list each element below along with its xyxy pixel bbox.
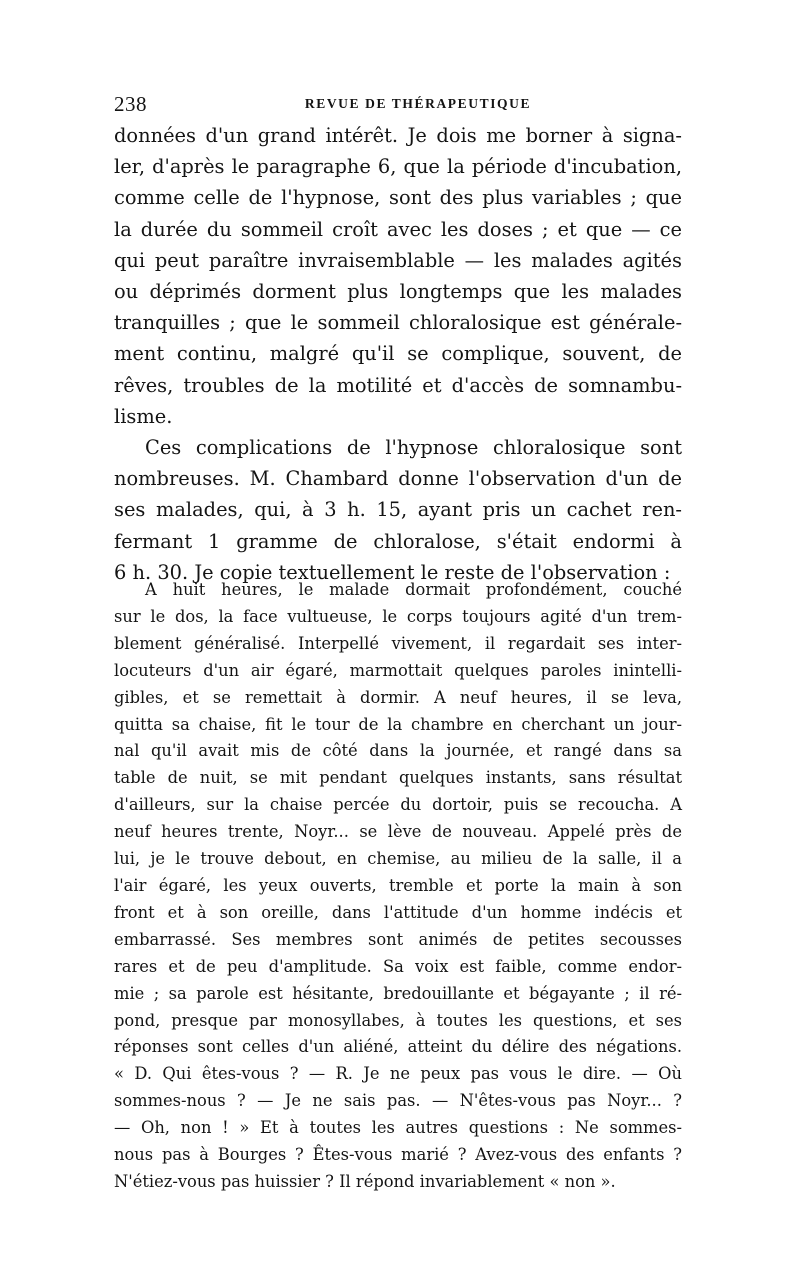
quote-line: locuteurs d'un air égaré, marmottait quelques paroles inintelli- bbox=[114, 660, 682, 680]
quote-line: neuf heures trente, Noyr... se lève de nouveau. Appelé près de bbox=[114, 822, 682, 842]
quote-line: gibles, et se remettait à dormir. A neuf heures, il se leva, bbox=[114, 687, 682, 707]
quote-line: A huit heures, le malade dormait profondément, couché bbox=[145, 580, 682, 599]
quote-line: table de nuit, se mit pendant quelques instants, sans résultat bbox=[114, 768, 682, 788]
quote-line: nous pas à Bourges ? Êtes-vous marié ? Avez-vous des enfants ? bbox=[114, 1145, 682, 1165]
paragraph bbox=[114, 432, 682, 588]
quote-line: sur le dos, la face vultueuse, le corps toujours agité d'un trem- bbox=[114, 606, 682, 626]
quote-line: mie ; sa parole est hésitante, bredouillante et bégayante ; il ré- bbox=[114, 983, 682, 1003]
quote-line: quitta sa chaise, fit le tour de la chambre en cherchant un jour- bbox=[114, 714, 682, 734]
text-line: 6 h. 30. Je copie textuellement le reste de l'observation : bbox=[114, 560, 671, 584]
quote-line: lui, je le trouve debout, en chemise, au milieu de la salle, il a bbox=[114, 849, 682, 869]
paragraph bbox=[114, 120, 682, 432]
quote-line: l'air égaré, les yeux ouverts, tremble et porte la main à son bbox=[114, 875, 682, 895]
text-line: lisme. bbox=[114, 404, 173, 428]
text-line: qui peut paraître invraisemblable — les malades agités bbox=[114, 248, 682, 272]
page-header bbox=[114, 92, 682, 116]
quote-line: nal qu'il avait mis de côté dans la journée, et rangé dans sa bbox=[114, 741, 682, 761]
quote-line: d'ailleurs, sur la chaise percée du dortoir, puis se recoucha. A bbox=[114, 795, 682, 815]
text-line: rêves, troubles de la motilité et d'accès de somnambu- bbox=[114, 373, 682, 397]
text-line: données d'un grand intérêt. Je dois me borner à signa- bbox=[114, 124, 682, 147]
quote-line: sommes-nous ? — Je ne sais pas. — N'êtes-vous pas Noyr... ? bbox=[114, 1091, 682, 1111]
text-line: la durée du sommeil croît avec les doses ; et que — ce bbox=[114, 217, 682, 241]
text-line: fermant 1 gramme de chloralose, s'était endormi à bbox=[114, 529, 682, 553]
quote-line: front et à son oreille, dans l'attitude d'un homme indécis et bbox=[114, 902, 682, 922]
text-line: comme celle de l'hypnose, sont des plus variables ; que bbox=[114, 186, 682, 210]
quote-line: rares et de peu d'amplitude. Sa voix est faible, comme endor- bbox=[114, 956, 682, 976]
quoted-observation bbox=[114, 577, 682, 1196]
quote-line: « D. Qui êtes-vous ? — R. Je ne peux pas vous le dire. — Où bbox=[114, 1064, 682, 1084]
text-line: ler, d'après le paragraphe 6, que la période d'incubation, bbox=[114, 155, 682, 179]
text-line: ses malades, qui, à 3 h. 15, ayant pris un cachet ren- bbox=[114, 498, 682, 522]
quote-line: réponses sont celles d'un aliéné, atteint du délire des négations. bbox=[114, 1037, 682, 1057]
running-title: REVUE DE THÉRAPEUTIQUE bbox=[304, 96, 532, 111]
text-line: nombreuses. M. Chambard donne l'observation d'un de bbox=[114, 467, 682, 491]
text-line: tranquilles ; que le sommeil chloralosique est générale- bbox=[114, 311, 682, 335]
quote-line: — Oh, non ! » Et à toutes les autres questions : Ne sommes- bbox=[114, 1118, 682, 1138]
quote-line: blement généralisé. Interpellé vivement, il regardait ses inter- bbox=[114, 633, 682, 653]
text-line: ou déprimés dorment plus longtemps que les malades bbox=[114, 280, 682, 304]
quote-line: pond, presque par monosyllabes, à toutes les questions, et ses bbox=[114, 1010, 682, 1030]
quote-line: N'étiez-vous pas huissier ? Il répond invariablement « non ». bbox=[114, 1171, 616, 1191]
quote-line: embarrassé. Ses membres sont animés de petites secousses bbox=[114, 929, 682, 949]
text-line: ment continu, malgré qu'il se complique, souvent, de bbox=[114, 342, 682, 366]
main-text bbox=[114, 120, 682, 588]
page-number: 238 bbox=[114, 92, 147, 116]
text-line: Ces complications de l'hypnose chloralosique sont bbox=[145, 436, 682, 460]
